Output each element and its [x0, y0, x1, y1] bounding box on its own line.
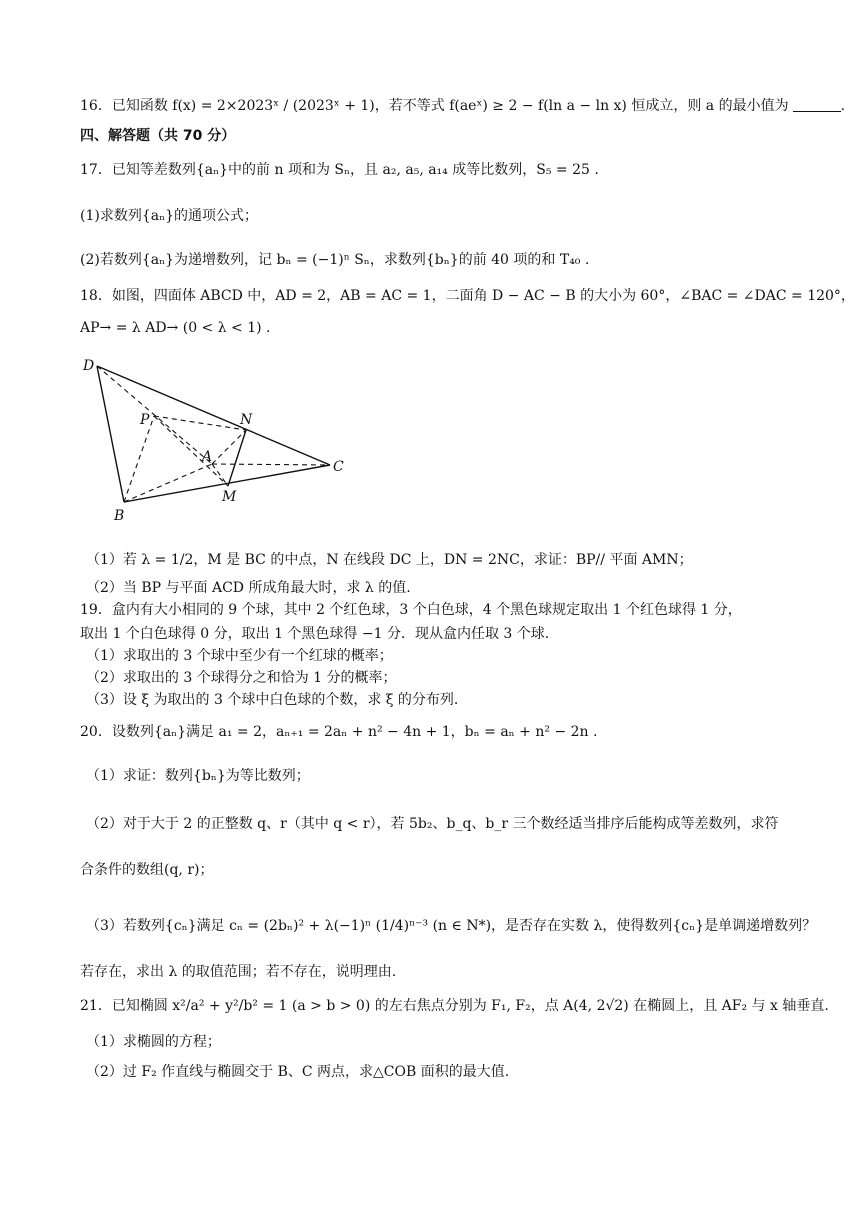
- question-16: 16．已知函数 f(x) = 2×2023ˣ / (2023ˣ + 1)，若不等式 f(aeˣ) ≥ 2 − f(ln a − ln x) 恒成立，则 a 的最小值为 .: [80, 98, 846, 114]
- question-20-part-3-cont: 若存在，求出 λ 的取值范围；若不存在，说明理由.: [80, 964, 397, 980]
- question-18-part-1: （1）若 λ = 1/2，M 是 BC 的中点，N 在线段 DC 上，DN = 2NC，求证：BP// 平面 AMN；: [86, 552, 693, 568]
- question-21-part-2: （2）过 F₂ 作直线与椭圆交于 B、C 两点，求△COB 面积的最大值.: [86, 1064, 510, 1080]
- segment-am: [212, 464, 228, 486]
- label-p: P: [140, 412, 150, 428]
- question-19-part-2: （2）求取出的 3 个球得分之和恰为 1 分的概率；: [86, 670, 397, 686]
- label-m: M: [222, 489, 237, 505]
- segment-bp: [124, 416, 154, 502]
- question-20-part-2-cont: 合条件的数组(q, r)；: [80, 862, 214, 878]
- label-n: N: [240, 412, 253, 428]
- question-19-part-3: （3）设 ξ 为取出的 3 个球中白色球的个数，求 ξ 的分布列.: [86, 692, 459, 708]
- question-17: 17．已知等差数列{aₙ}中的前 n 项和为 Sₙ，且 a₂, a₅, a₁₄ 成等比数列，S₅ = 25 .: [80, 162, 599, 178]
- label-d: D: [83, 358, 95, 374]
- question-18-part-2: （2）当 BP 与平面 ACD 所成角最大时，求 λ 的值.: [86, 580, 411, 596]
- question-20-part-3: （3）若数列{cₙ}满足 cₙ = (2bₙ)² + λ(−1)ⁿ (1/4)ⁿ⁻³ (n ∈ N*)，是否存在实数 λ，使得数列{cₙ}是单调递增数列？: [86, 918, 817, 934]
- answer-blank: [793, 97, 841, 112]
- edge-ac: [212, 464, 330, 465]
- question-17-part-2: (2)若数列{aₙ}为递增数列，记 bₙ = (−1)ⁿ Sₙ，求数列{bₙ}的前 40 项的和 T₄₀ .: [80, 252, 590, 268]
- question-17-part-1: (1)求数列{aₙ}的通项公式；: [80, 208, 259, 224]
- question-20-part-2: （2）对于大于 2 的正整数 q、r（其中 q < r），若 5b₂、b_q、b_r 三个数经适当排序后能构成等差数列，求符: [86, 816, 779, 832]
- segment-pm: [154, 416, 228, 486]
- segment-mn: [228, 430, 246, 486]
- label-c: C: [333, 459, 344, 475]
- question-19-cont: 取出 1 个白色球得 0 分，取出 1 个黑色球得 −1 分．现从盒内任取 3 个球.: [80, 626, 550, 642]
- question-19-part-1: （1）求取出的 3 个球中至少有一个红球的概率；: [86, 648, 393, 664]
- edge-db: [97, 366, 124, 502]
- question-18: 18．如图，四面体 ABCD 中，AD = 2，AB = AC = 1，二面角 D − AC − B 的大小为 60°，∠BAC = ∠DAC = 120°，: [80, 288, 855, 304]
- edge-ba: [124, 464, 212, 502]
- question-20: 20．设数列{aₙ}满足 a₁ = 2，aₙ₊₁ = 2aₙ + n² − 4n + 1，bₙ = aₙ + n² − 2n .: [80, 724, 598, 740]
- section-heading: 四、解答题（共 70 分）: [80, 128, 236, 144]
- label-a: A: [202, 449, 213, 465]
- question-19: 19．盒内有大小相同的 9 个球，其中 2 个红色球，3 个白色球，4 个黑色球规定取出 1 个红色球得 1 分，: [80, 602, 742, 618]
- question-18-cont: AP→ = λ AD→ (0 < λ < 1) .: [80, 320, 271, 336]
- label-b: B: [114, 508, 125, 524]
- question-20-part-1: （1）求证：数列{bₙ}为等比数列；: [86, 768, 310, 784]
- edge-dc: [97, 366, 330, 465]
- question-21-part-1: （1）求椭圆的方程；: [86, 1034, 221, 1050]
- tetrahedron-diagram: [80, 352, 380, 532]
- question-21: 21．已知椭圆 x²/a² + y²/b² = 1 (a > b > 0) 的左右焦点分别为 F₁, F₂，点 A(4, 2√2) 在椭圆上，且 AF₂ 与 x 轴垂直.: [80, 998, 829, 1014]
